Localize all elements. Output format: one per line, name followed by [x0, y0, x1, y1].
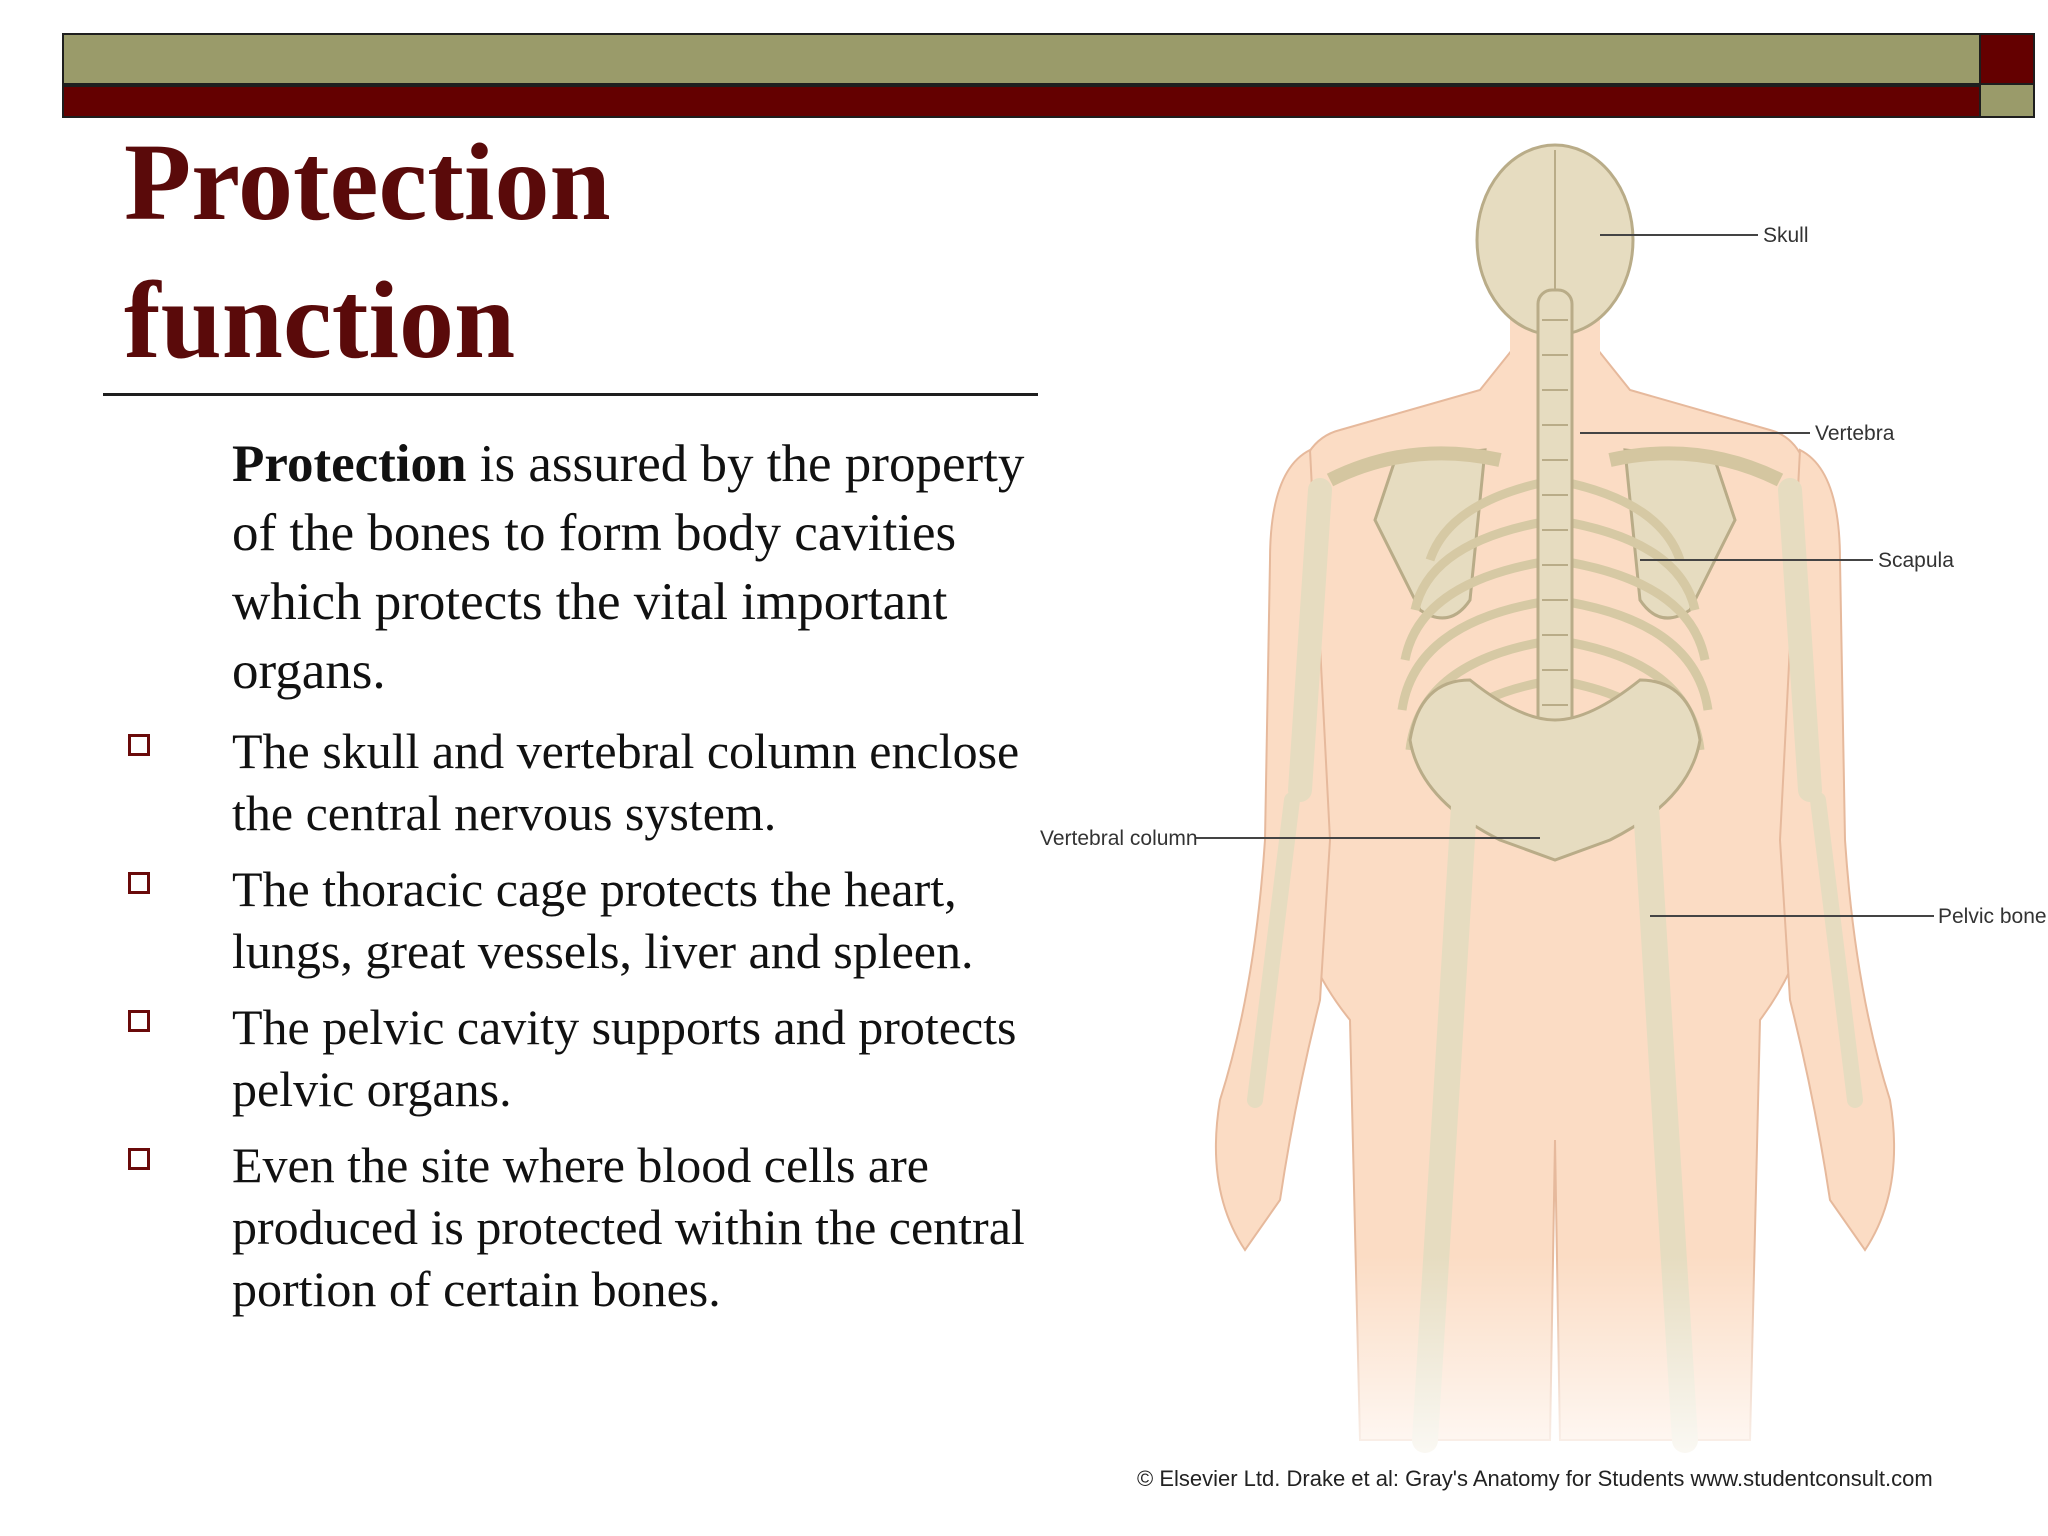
label-vertebral-column: Vertebral column	[1040, 827, 1198, 850]
label-pelvic-bone: Pelvic bone	[1938, 905, 2047, 928]
title-line-1: Protection	[124, 121, 611, 243]
image-credit: © Elsevier Ltd. Drake et al: Gray's Anatomy for Students www.studentconsult.com	[1137, 1466, 1933, 1491]
title-line-2: function	[124, 259, 516, 381]
bottom-fade	[1030, 140, 2048, 1500]
label-scapula: Scapula	[1878, 549, 1954, 572]
bullet-item	[0, 1134, 1040, 1320]
bullet-text: The pelvic cavity supports and protects pelvic organs.	[232, 999, 1017, 1117]
slide-title	[124, 113, 611, 389]
square-bullet-icon	[128, 1010, 150, 1032]
skeleton-figure	[1030, 140, 2048, 1500]
header-corner-maroon	[1979, 33, 2035, 85]
bullet-list	[0, 720, 1040, 1334]
intro-bold-term: Protection	[232, 435, 467, 493]
label-skull: Skull	[1763, 224, 1809, 247]
intro-paragraph	[232, 430, 1032, 706]
square-bullet-icon	[128, 872, 150, 894]
header-bar-olive	[62, 33, 1979, 85]
title-underline	[103, 393, 1038, 396]
bullet-text: The skull and vertebral column enclose the central nervous system.	[232, 723, 1020, 841]
square-bullet-icon	[128, 1148, 150, 1170]
bullet-item	[0, 996, 1040, 1120]
bullet-text: Even the site where blood cells are produced is protected within the central portion of certain bones.	[232, 1137, 1025, 1317]
skeleton-illustration	[1030, 140, 2048, 1500]
intro-text: is assured by the property of the bones to form body cavities which protects the vital important organs.	[232, 435, 1025, 700]
header-corner-olive	[1979, 85, 2035, 118]
label-vertebra: Vertebra	[1815, 422, 1895, 445]
square-bullet-icon	[128, 734, 150, 756]
bullet-text: The thoracic cage protects the heart, lungs, great vessels, liver and spleen.	[232, 861, 974, 979]
bullet-item	[0, 720, 1040, 844]
bullet-item	[0, 858, 1040, 982]
